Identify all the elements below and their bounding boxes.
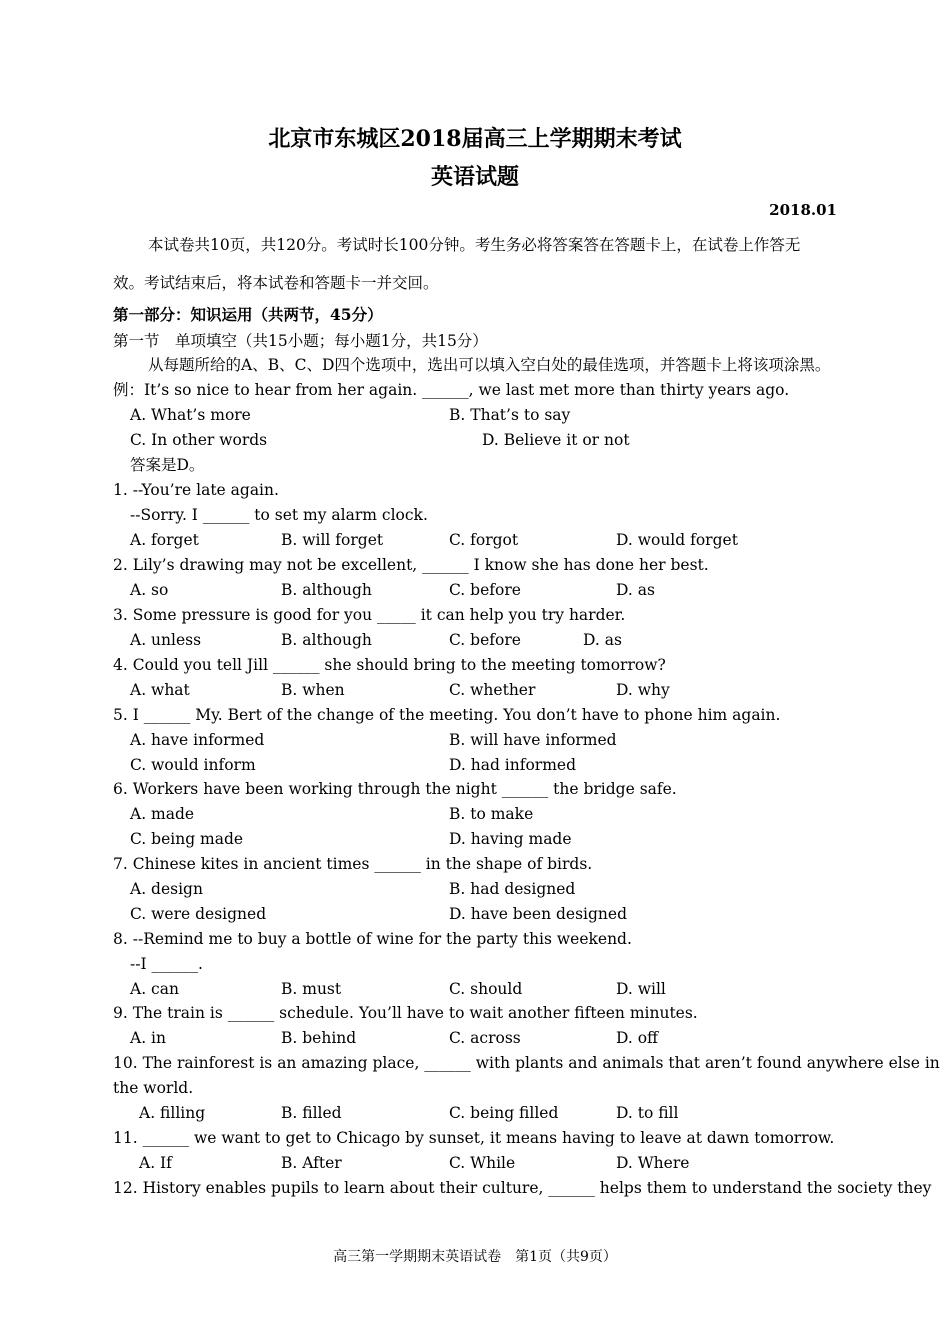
example-option-c: C. In other words: [130, 431, 268, 449]
q5-option-c: C. would inform: [130, 756, 256, 774]
example-option-d: D. Believe it or not: [482, 431, 630, 449]
q9-option-d: D. off: [616, 1029, 659, 1047]
q4-option-c: C. whether: [449, 681, 536, 699]
section1-heading: 第一节 单项填空（共15小题；每小题1分，共15分）: [113, 332, 488, 350]
section1-instruction: 从每题所给的A、B、C、D四个选项中，选出可以填入空白处的最佳选项，并答题卡上将该项涂黑。: [148, 356, 831, 374]
q3-option-d: D. as: [583, 631, 622, 649]
q11-option-c: C. While: [449, 1154, 516, 1172]
q6-option-b: B. to make: [449, 805, 534, 823]
part1-heading: 第一部分：知识运用（共两节，45分）: [113, 305, 383, 324]
q11-option-d: D. Where: [616, 1154, 690, 1172]
q12-stem: 12. History enables pupils to learn about their culture, ______ helps them to understand the society they: [113, 1179, 932, 1197]
q7-option-c: C. were designed: [130, 905, 267, 923]
page-footer: 高三第一学期期末英语试卷 第1页（共9页）: [333, 1249, 617, 1265]
q1-option-b: B. will forget: [281, 531, 384, 549]
q7-option-d: D. have been designed: [449, 905, 627, 923]
q1-option-d: D. would forget: [616, 531, 738, 549]
q1-option-a: A. forget: [130, 531, 199, 549]
q9-option-c: C. across: [449, 1029, 521, 1047]
q2-option-a: A. so: [130, 581, 169, 599]
q6-option-c: C. being made: [130, 830, 244, 848]
q8-option-a: A. can: [130, 980, 179, 998]
q2-stem: 2. Lily’s drawing may not be excellent, ______ I know she has done her best.: [113, 556, 709, 574]
q7-option-a: A. design: [130, 880, 203, 898]
exam-title: 北京市东城区2018届高三上学期期末考试: [268, 126, 682, 152]
q8-stem-1: 8. --Remind me to buy a bottle of wine for the party this weekend.: [113, 930, 632, 948]
q8-option-b: B. must: [281, 980, 342, 998]
q2-option-b: B. although: [281, 581, 372, 599]
q4-option-a: A. what: [130, 681, 190, 699]
q4-stem: 4. Could you tell Jill ______ she should bring to the meeting tomorrow?: [113, 656, 666, 674]
q4-option-b: B. when: [281, 681, 345, 699]
q8-option-d: D. will: [616, 980, 666, 998]
q1-stem-1: 1. --You’re late again.: [113, 481, 279, 499]
intro-line-2: 效。考试结束后，将本试卷和答题卡一并交回。: [113, 274, 439, 292]
example-option-a: A. What’s more: [130, 406, 251, 424]
q6-option-a: A. made: [130, 805, 195, 823]
q10-option-b: B. filled: [281, 1104, 342, 1122]
q11-option-a: A. If: [139, 1154, 172, 1172]
q5-option-b: B. will have informed: [449, 731, 617, 749]
q1-option-c: C. forgot: [449, 531, 519, 549]
q3-stem: 3. Some pressure is good for you _____ it can help you try harder.: [113, 606, 626, 624]
example-stem: 例：It’s so nice to hear from her again. ______, we last met more than thirty years ago.: [113, 381, 790, 399]
q5-option-a: A. have informed: [130, 731, 265, 749]
q2-option-d: D. as: [616, 581, 655, 599]
q3-option-a: A. unless: [130, 631, 202, 649]
q7-stem: 7. Chinese kites in ancient times ______ in the shape of birds.: [113, 855, 593, 873]
q11-stem: 11. ______ we want to get to Chicago by sunset, it means having to leave at dawn tomorrow.: [113, 1129, 835, 1147]
q4-option-d: D. why: [616, 681, 670, 699]
q5-option-d: D. had informed: [449, 756, 577, 774]
q11-option-b: B. After: [281, 1154, 342, 1172]
q9-option-a: A. in: [130, 1029, 166, 1047]
example-option-b: B. That’s to say: [449, 406, 571, 424]
example-answer: 答案是D。: [130, 456, 205, 474]
q2-option-c: C. before: [449, 581, 521, 599]
q5-stem: 5. I ______ My. Bert of the change of the meeting. You don’t have to phone him again.: [113, 706, 781, 724]
q10-option-c: C. being filled: [449, 1104, 559, 1122]
q1-stem-2: --Sorry. I ______ to set my alarm clock.: [130, 506, 428, 524]
q3-option-c: C. before: [449, 631, 521, 649]
q10-stem-1: 10. The rainforest is an amazing place, ______ with plants and animals that aren’t found anywhere else in: [113, 1054, 940, 1072]
q8-option-c: C. should: [449, 980, 523, 998]
q9-option-b: B. behind: [281, 1029, 357, 1047]
q8-stem-2: --I ______.: [130, 955, 203, 973]
q10-option-a: A. filling: [139, 1104, 206, 1122]
exam-date: 2018.01: [769, 201, 837, 219]
q10-option-d: D. to fill: [616, 1104, 679, 1122]
q10-stem-2: the world.: [113, 1079, 194, 1097]
q6-option-d: D. having made: [449, 830, 572, 848]
q9-stem: 9. The train is ______ schedule. You’ll have to wait another fifteen minutes.: [113, 1004, 698, 1022]
intro-line-1: 本试卷共10页，共120分。考试时长100分钟。考生务必将答案答在答题卡上，在试卷上作答无: [148, 236, 801, 254]
q3-option-b: B. although: [281, 631, 372, 649]
exam-subtitle: 英语试题: [430, 164, 519, 190]
q7-option-b: B. had designed: [449, 880, 576, 898]
q6-stem: 6. Workers have been working through the night ______ the bridge safe.: [113, 780, 677, 798]
